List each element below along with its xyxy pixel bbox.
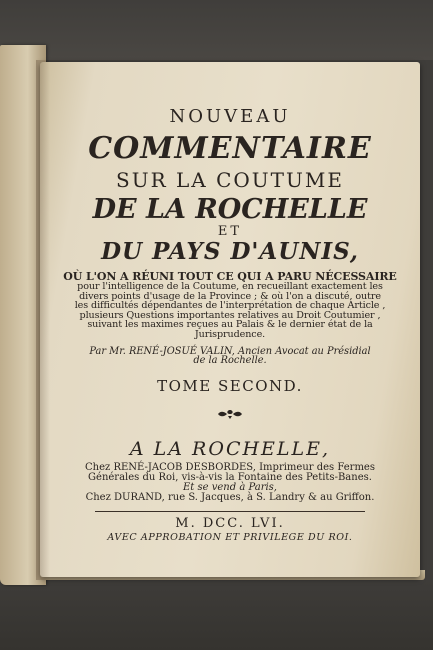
- description-line: pour l'intelligence de la Coutume, en recueillant exactement les: [77, 281, 383, 292]
- royal-privilege: AVEC APPROBATION ET PRIVILEGE DU ROI.: [107, 532, 353, 544]
- description-line: suivant les maximes reçues au Palais & le dernier état de la: [87, 319, 373, 331]
- author-block: [60, 347, 400, 367]
- description-block: [60, 271, 400, 340]
- divider-rule: [95, 511, 365, 512]
- title-page-text: [60, 100, 400, 543]
- publisher-line: Chez RENÉ-JACOB DESBORDES, Imprimeur des Fermes: [85, 462, 375, 474]
- publication-date: M. DCC. LVI.: [175, 516, 285, 532]
- title-line-3: SUR LA COUTUME: [116, 168, 344, 192]
- publisher-line: Et se vend à Paris,: [183, 482, 277, 494]
- description-line: les difficultés dépendantes de l'interprétation de chaque Article ,: [74, 300, 386, 312]
- title-line-5: ET: [217, 224, 243, 239]
- title-line-2: COMMENTAIRE: [88, 131, 372, 166]
- title-line-4: DE LA ROCHELLE: [92, 194, 368, 225]
- description-line: OÙ L'ON A RÉUNI TOUT CE QUI A PARU NÉCESSAIRE: [63, 270, 397, 283]
- publisher-line: Chez DURAND, rue S. Jacques, à S. Landry & au Griffon.: [85, 492, 375, 504]
- title-line-6: DU PAYS D'AUNIS,: [101, 238, 359, 265]
- imprint-place: A LA ROCHELLE,: [129, 438, 331, 461]
- publisher-line: Générales du Roi, vis-à-vis la Fontaine des Petits-Banes.: [88, 472, 372, 484]
- title-line-1: NOUVEAU: [169, 106, 291, 127]
- description-line: divers points d'usage de la Province ; & où l'on a discuté, outre: [79, 290, 381, 302]
- description-line: Jurisprudence.: [194, 328, 266, 340]
- background-wall: [0, 0, 433, 60]
- publisher-block: [60, 463, 400, 503]
- spine-shadow: [36, 60, 50, 580]
- description-line: plusieurs Questions importantes relatives au Droit Coutumier ,: [79, 309, 381, 321]
- table-surface: [0, 580, 433, 650]
- author-line: de la Rochelle.: [193, 355, 267, 367]
- fleuron-ornament-icon: [215, 408, 245, 420]
- volume-label: TOME SECOND.: [157, 377, 303, 396]
- author-line: Par Mr. RENÉ-JOSUÉ VALIN, Ancien Avocat au Présidial: [89, 345, 371, 357]
